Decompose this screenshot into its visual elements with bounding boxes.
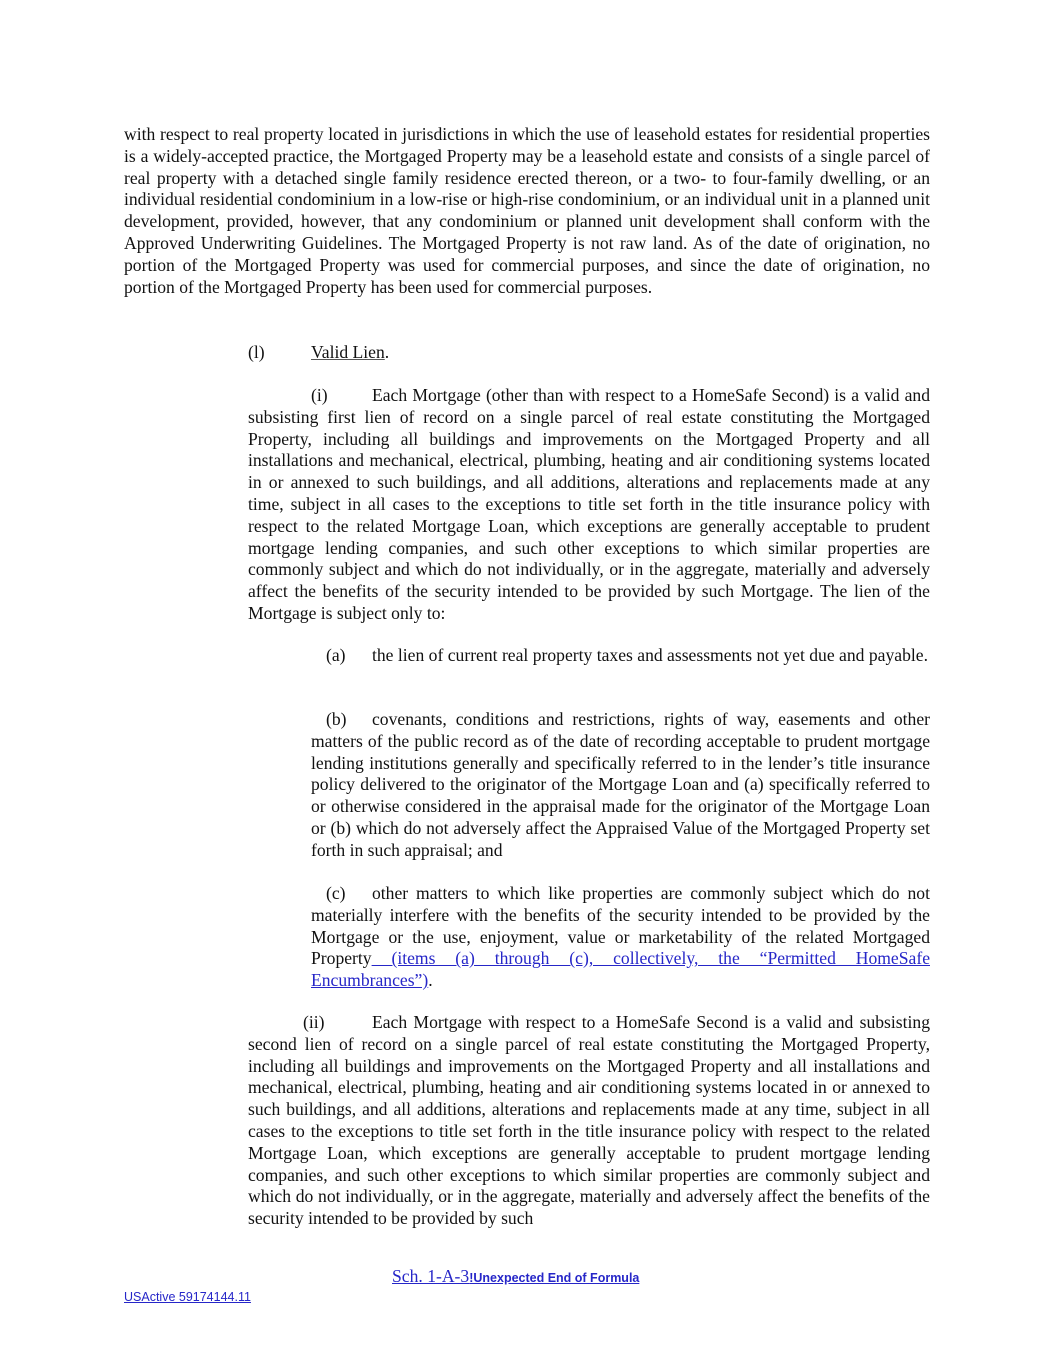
sub-item-a-text: the lien of current real property taxes and assessments not yet due and payable. xyxy=(372,645,928,665)
footer-page-number[interactable] xyxy=(392,1266,639,1290)
sub-item-c-number: (c) xyxy=(326,883,346,903)
clause-ii-text: Each Mortgage with respect to a HomeSafe Second is a valid and subsisting second lien of record on a single parcel of real estate constituting the Mortgaged Property, including all buildings and improvements on the Mortgaged Property and all installations and mechanical, electrical, plumbing, heating and air conditioning systems located in or annexed to such buildings, and all additions, alterations and replacements made at any time, subject in all cases to the exceptions to title set forth in the title insurance policy with respect to the related Mortgage Loan, which exceptions are generally acceptable to prudent mortgage lending companies, and such other exceptions to which similar properties are commonly subject and which do not individually, or in the aggregate, materially and adversely affect the benefits of the security intended to be provided by such xyxy=(248,1012,930,1229)
sub-item-c-end: . xyxy=(428,970,433,991)
sub-item-b xyxy=(311,709,930,862)
sub-item-a xyxy=(311,645,930,667)
sub-item-b-text: covenants, conditions and restrictions, rights of way, easements and other matters of the public record as of the date of recording acceptable to prudent mortgage lending institutions generally and specifically referred to in the lender’s title insurance policy delivered to the originator of the Mortgage Loan and (a) specifically referred to or otherwise considered in the appraisal made for the originator of the Mortgage Loan or (b) which do not adversely affect the Appraised Value of the Mortgaged Property set forth in such appraisal; and xyxy=(311,709,930,860)
inserted-revision-text[interactable]: (items (a) through (c), collectively, the “Permitted HomeSafe Encumbrances”) xyxy=(311,948,930,991)
sub-item-b-number: (b) xyxy=(326,709,347,729)
intro-paragraph: with respect to real property located in jurisdictions in which the use of leasehold estates for residential properties is a widely-accepted practice, the Mortgaged Property may be a leasehold estate and consists of a single parcel of real property with a detached single family residence erected thereon, or a two- to four-family dwelling, or an individual residential condominium in a low-rise or high-rise condominium, or an individual unit in a planned unit development, provided, however, that any condominium or planned unit development shall conform with the Approved Underwriting Guidelines. The Mortgaged Property is not raw land. As of the date of origination, no portion of the Mortgaged Property was used for commercial purposes, and since the date of origination, no portion of the Mortgaged Property has been used for commercial purposes. xyxy=(124,124,930,297)
clause-ii-paragraph xyxy=(248,1012,930,1230)
clause-ii-number: (ii) xyxy=(303,1012,325,1032)
page-label: Sch. 1-A-3 xyxy=(392,1266,470,1286)
clause-i-number: (i) xyxy=(311,385,328,405)
formula-error: !Unexpected End of Formula xyxy=(469,1271,640,1285)
clause-i-text: Each Mortgage (other than with respect to a HomeSafe Second) is a valid and subsisting first lien of record on a single parcel of real estate constituting the Mortgaged Property, including all buildings and improvements on the Mortgaged Property and all installations and mechanical, electrical, plumbing, heating and air conditioning systems located in or annexed to such buildings, and all additions, alterations and replacements made at any time, subject in all cases to the exceptions to title set forth in the title insurance policy with respect to the related Mortgage Loan, which exceptions are generally acceptable to prudent mortgage lending companies, and such other exceptions to which similar properties are commonly subject and which do not individually, or in the aggregate, materially and adversely affect the benefits of the security intended to be provided by such Mortgage. The lien of the Mortgage is subject only to: xyxy=(248,385,930,623)
section-heading-valid-lien xyxy=(248,342,389,364)
section-title: Valid Lien xyxy=(311,342,385,362)
clause-i-paragraph xyxy=(248,385,930,625)
section-title-period: . xyxy=(384,342,390,362)
sub-item-c xyxy=(311,883,930,992)
sub-item-a-number: (a) xyxy=(326,645,346,665)
section-number: (l) xyxy=(248,342,265,362)
footer-document-id[interactable]: USActive 59174144.11 xyxy=(124,1290,251,1304)
sub-item-c-text: other matters to which like properties are commonly subject which do not materially interfere with the benefits of the security intended to be provided by the Mortgage or the use, enjoyment, value or marketability of the related Mortgaged Property xyxy=(311,883,930,969)
